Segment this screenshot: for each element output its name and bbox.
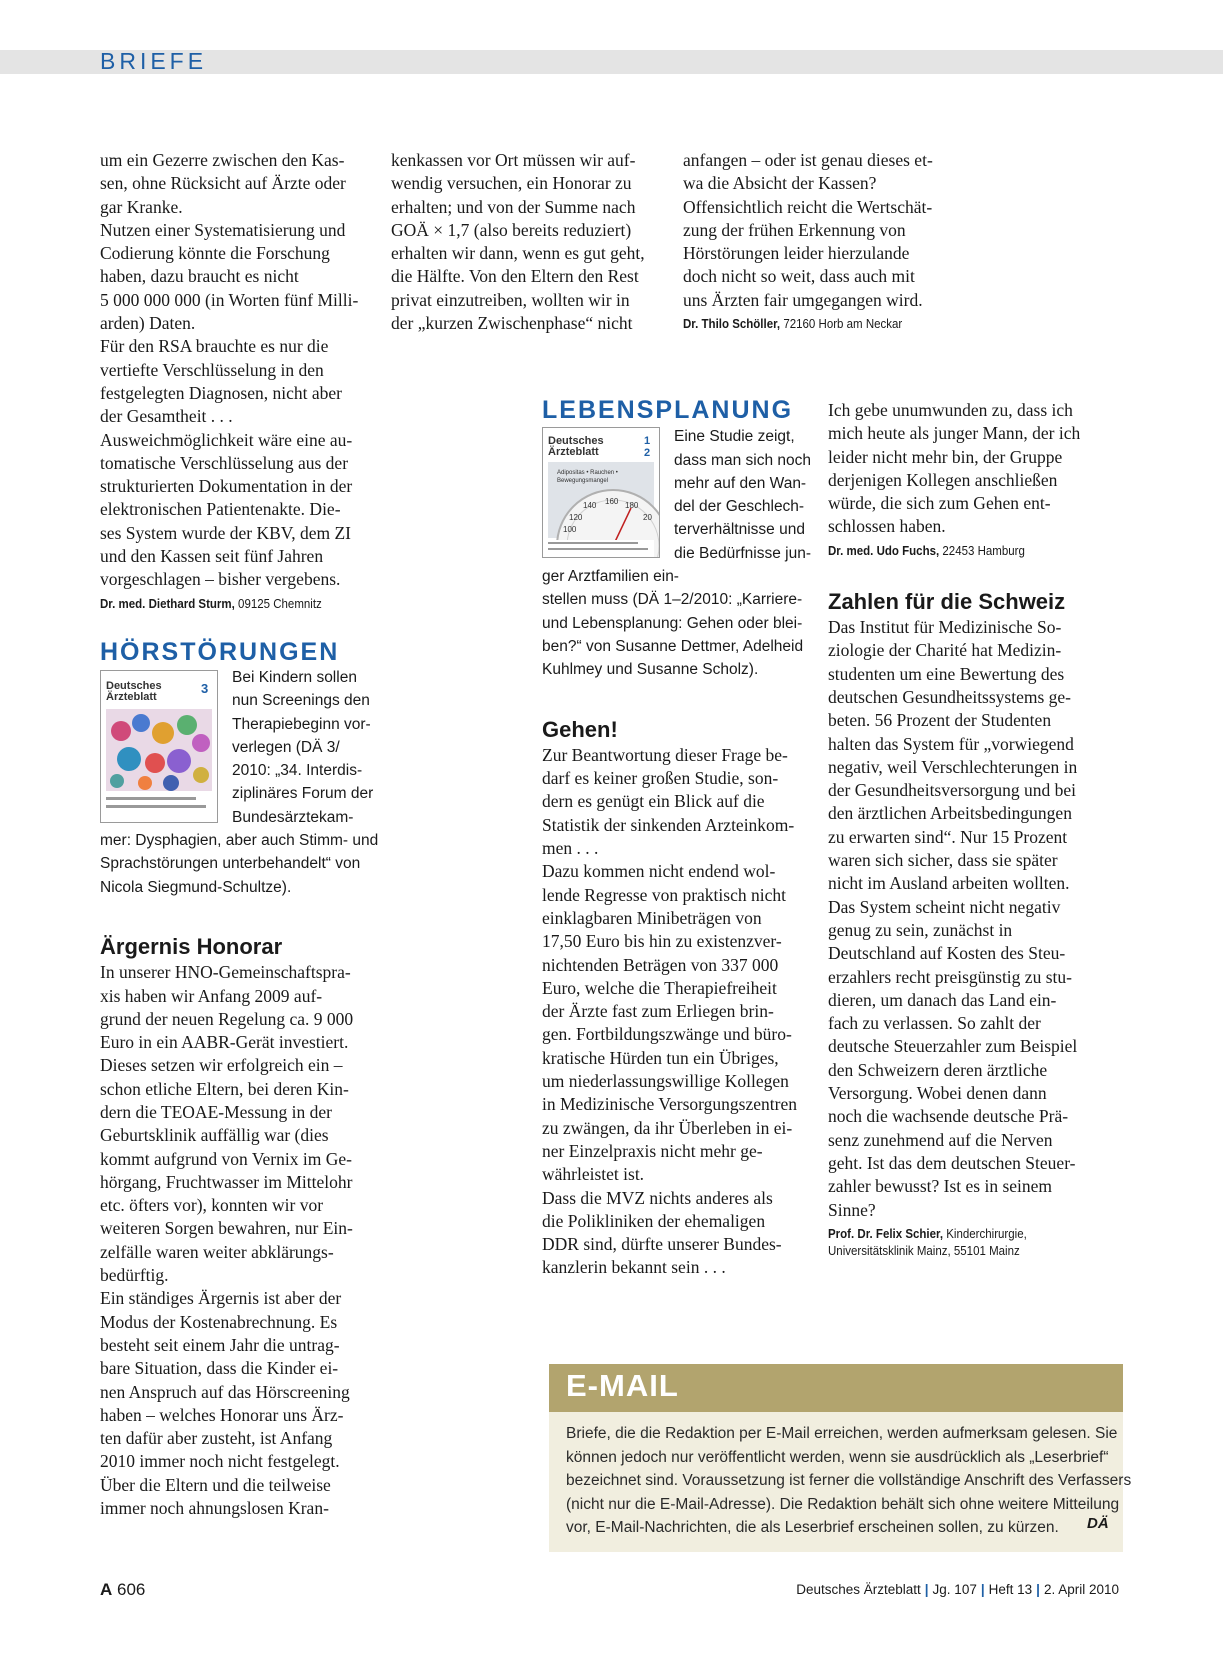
signature: Prof. Dr. Felix Schier, Kinderchirurgie, <box>828 1226 1027 1241</box>
text-line: kanzlerin bekannt sein . . . <box>542 1257 726 1278</box>
cover-text-1: Adipositas • Rauchen • <box>557 470 618 477</box>
cover-title-1: Deutsches <box>548 435 604 448</box>
scale-label: 20 <box>643 513 652 523</box>
text-line: In unserer HNO-Gemeinschaftspra- <box>100 962 351 983</box>
text-line: der Gesundheitsversorgung und bei <box>828 780 1077 801</box>
journal-cover-thumbnail <box>542 427 660 558</box>
text-line: die Bedürfnisse jun- <box>674 544 811 562</box>
page-prefix: A <box>100 1580 113 1599</box>
text-line: hörgang, Fruchtwasser im Mittelohr <box>100 1171 353 1192</box>
text-line: in Medizinische Versorgungszentren <box>542 1094 797 1115</box>
text-line: vertiefte Verschlüsselung in den <box>100 359 324 380</box>
text-line: stellen muss (DÄ 1–2/2010: „Karriere- <box>542 591 803 609</box>
text-line: ner Einzelpraxis nicht mehr ge- <box>542 1140 763 1161</box>
text-line: Sprachstörungen unterbehandelt“ von <box>100 855 361 873</box>
text-line: Kuhlmey und Susanne Scholz). <box>542 661 759 679</box>
footer-volume: Jg. 107 <box>932 1582 977 1597</box>
text-line: vor, E-Mail-Nachrichten, die als Leserbrief erscheinen sollen, zu kürzen. <box>566 1519 1059 1536</box>
text-line: mehr auf den Wan- <box>674 474 807 492</box>
text-line: Modus der Kostenabrechnung. Es <box>100 1311 338 1332</box>
text-line: der Ärzte fast zum Erliegen brin- <box>542 1001 774 1022</box>
text-line: gar Kranke. <box>100 196 183 217</box>
text-line: ziologie der Charité hat Medizin- <box>828 640 1062 661</box>
letter-text <box>828 616 1118 1222</box>
text-line: negativ, weil Verschlechterungen in <box>828 756 1078 777</box>
text-line: xis haben wir Anfang 2009 auf- <box>100 985 323 1006</box>
text-line: ger Arztfamilien ein- <box>542 568 679 586</box>
text-line: men . . . <box>542 838 599 859</box>
page-number-value: 606 <box>117 1580 146 1599</box>
text-line: festgelegten Diagnosen, nicht aber <box>100 382 342 403</box>
letter-text <box>100 961 380 1520</box>
text-line: Hörstörungen leider hierzulande <box>683 243 910 264</box>
text-line: um niederlassungswillige Kollegen <box>542 1071 789 1092</box>
text-line: mich heute als junger Mann, der ich <box>828 423 1081 444</box>
email-notice-signature: DÄ <box>1087 1515 1109 1532</box>
text-line: etc. öfters vor), konnten wir vor <box>100 1195 324 1216</box>
text-line: 17,50 Euro bis hin zu existenzver- <box>542 931 782 952</box>
text-line: weiteren Sorgen bewahren, nur Ein- <box>100 1218 353 1239</box>
text-line: und den Kassen seit fünf Jahren <box>100 546 324 567</box>
column-lebensplanung <box>542 396 822 1280</box>
text-line: währleistet ist. <box>542 1164 645 1185</box>
text-line: (nicht nur die E-Mail-Adresse). Die Redaktion behält sich ohne weitere Mitteilung <box>566 1495 1120 1513</box>
text-line: grund der neuen Regelung ca. 9 000 <box>100 1008 354 1029</box>
cover-title-2: Ärzteblatt <box>548 446 599 459</box>
text-line: die Polikliniken der ehemaligen <box>542 1210 766 1231</box>
text-line: nicht im Ausland arbeiten wollten. <box>828 873 1070 894</box>
text-line: tomatische Verschlüsselung aus der <box>100 452 349 473</box>
text-line: leider nicht mehr bin, der Gruppe <box>828 446 1063 467</box>
text-line: Statistik der sinkenden Arzteinkom- <box>542 814 795 835</box>
text-line: zelfälle waren weiter abklärungs- <box>100 1241 334 1262</box>
footer-issue: Heft 13 <box>988 1582 1033 1597</box>
journal-cover-thumbnail <box>100 670 218 823</box>
scale-label: 100 <box>563 525 577 535</box>
signature: Dr. med. Diethard Sturm, 09125 Chemnitz <box>100 596 322 611</box>
text-line: elektronischen Patientenakte. Die- <box>100 499 341 520</box>
section-title-lebensplanung: LEBENSPLANUNG <box>542 396 794 424</box>
signature: Dr. med. Udo Fuchs, 22453 Hamburg <box>828 543 1025 558</box>
subhead-gehen: Gehen! <box>542 716 618 742</box>
text-line: vorgeschlagen – bisher vergebens. <box>100 569 341 590</box>
text-line: dass man sich noch <box>674 451 811 469</box>
text-line: zahler bewusst? Ist es in seinem <box>828 1176 1053 1197</box>
footer-date: 2. April 2010 <box>1043 1582 1119 1597</box>
text-line: bezeichnet sind. Voraussetzung ist ferner die vollständige Anschrift des Verfassers <box>566 1472 1132 1489</box>
text-line: schlossen haben. <box>828 516 946 537</box>
text-line: Deutschland auf Kosten des Steu- <box>828 943 1066 964</box>
text-line: DDR sind, dürfte unserer Bundes- <box>542 1234 782 1255</box>
text-line: den Schweizern deren ärztliche <box>828 1059 1048 1080</box>
text-line: ziplinäres Forum der <box>232 785 374 803</box>
text-line: Über die Eltern und die teilweise <box>100 1474 331 1495</box>
text-line: die Hälfte. Von den Eltern den Rest <box>391 266 639 287</box>
text-line: der „kurzen Zwischenphase“ nicht <box>391 313 633 334</box>
text-line: kratische Hürden tun ein Übriges, <box>542 1047 779 1068</box>
text-line: wa die Absicht der Kassen? <box>683 173 877 194</box>
email-notice-title: E-MAIL <box>566 1368 679 1403</box>
text-line: erhalten; und von der Summe nach <box>391 196 636 217</box>
text-line: ses System wurde der KBV, dem ZI <box>100 522 351 543</box>
text-line: haben, dazu braucht es nicht <box>100 266 299 287</box>
text-line: halten das System für „vorwiegend <box>828 733 1074 754</box>
text-line: noch die wachsende deutsche Prä- <box>828 1106 1069 1127</box>
text-line: nen Anspruch auf das Hörscreening <box>100 1381 350 1402</box>
text-line: Dass die MVZ nichts anderes als <box>542 1187 773 1208</box>
text-line: den ärztlichen Arbeitsbedingungen <box>828 803 1072 824</box>
text-line: gen. Fortbildungszwänge und büro- <box>542 1024 792 1045</box>
text-line: ben?“ von Susanne Dettmer, Adelheid <box>542 637 804 655</box>
journal-cover-image <box>101 671 217 822</box>
text-line: 5 000 000 000 (in Worten fünf Milli- <box>100 289 359 310</box>
text-line: Versorgung. Wobei denen dann <box>828 1083 1047 1104</box>
section-label: BRIEFE <box>100 48 208 74</box>
cover-issue-2: 2 <box>644 447 651 460</box>
text-line: uns Ärzten fair umgegangen wird. <box>683 289 923 310</box>
scale-label: 120 <box>569 513 583 523</box>
text-line: kenkassen vor Ort müssen wir auf- <box>391 150 636 170</box>
text-line: lende Regresse von praktisch nicht <box>542 884 786 905</box>
letter-text <box>391 149 676 335</box>
text-line: erzahlers recht preisgünstig zu stu- <box>828 966 1072 987</box>
text-line: einklagbaren Minibeträgen von <box>542 907 762 928</box>
text-line: und Lebensplanung: Gehen oder blei- <box>542 614 803 632</box>
footer-journal: Deutsches Ärzteblatt <box>796 1582 921 1597</box>
text-line: der Gesamtheit . . . <box>100 406 233 427</box>
text-line: studenten um eine Bewertung des <box>828 663 1065 684</box>
cover-issue-1: 1 <box>644 435 651 448</box>
text-line: beten. 56 Prozent der Studenten <box>828 710 1052 731</box>
signature-affiliation: Universitätsklinik Mainz, 55101 Mainz <box>828 1243 1020 1258</box>
text-line: anfangen – oder ist genau dieses et- <box>683 150 933 170</box>
footer-citation: Deutsches Ärzteblatt | Jg. 107 | Heft 13 | 2. April 2010 <box>796 1582 1119 1597</box>
text-line: Für den RSA brauchte es nur die <box>100 336 329 357</box>
text-line: nichtenden Beträgen von 337 000 <box>542 954 779 975</box>
text-line: würde, die sich zum Gehen ent- <box>828 493 1051 514</box>
text-line: nun Screenings den <box>232 692 370 710</box>
text-line: schon etliche Eltern, bei deren Kin- <box>100 1078 349 1099</box>
text-line: bedürftig. <box>100 1265 169 1286</box>
text-line: Nutzen einer Systematisierung und <box>100 219 346 240</box>
page-number <box>100 1580 145 1600</box>
text-line: privat einzutreiben, wollten wir in <box>391 289 630 310</box>
column-1 <box>100 149 380 1520</box>
text-line: kommt aufgrund von Vernix im Ge- <box>100 1148 352 1169</box>
text-line: haben – welches Honorar uns Ärz- <box>100 1404 344 1425</box>
text-line: Das Institut für Medizinische So- <box>828 617 1062 638</box>
teaser-lebensplanung <box>542 425 822 681</box>
text-line: Ein ständiges Ärgernis ist aber der <box>100 1288 342 1309</box>
text-line: können jedoch nur veröffentlicht werden, wenn sie ausdrücklich als „Leserbrief“ <box>566 1448 1109 1466</box>
text-line: senz zunehmend auf die Nerven <box>828 1129 1053 1150</box>
text-line: Ich gebe unumwunden zu, dass ich <box>828 400 1073 420</box>
text-line: verlegen (DÄ 3/ <box>232 738 340 756</box>
text-line: terverhältnisse und <box>674 521 805 539</box>
teaser-hoerstoerungen <box>100 666 380 899</box>
text-line: geht. Ist das dem deutschen Steuer- <box>828 1152 1076 1173</box>
text-line: um ein Gezerre zwischen den Kas- <box>100 150 345 170</box>
email-notice-text <box>566 1422 1132 1540</box>
text-line: darf es keiner großen Studie, son- <box>542 768 779 789</box>
text-line: Dieses setzen wir erfolgreich ein – <box>100 1055 343 1076</box>
text-line: bare Situation, dass die Kinder ei- <box>100 1358 339 1379</box>
text-line: doch nicht so weit, dass auch mit <box>683 266 915 287</box>
letter-text <box>100 149 380 592</box>
text-line: dern die TEOAE-Messung in der <box>100 1101 332 1122</box>
text-line: Geburtsklinik auffällig war (dies <box>100 1125 329 1146</box>
cover-title-1: Deutsches <box>106 679 162 692</box>
subhead-aergernis-honorar: Ärgernis Honorar <box>100 933 283 959</box>
cover-issue: 3 <box>201 680 209 696</box>
text-line: Codierung könnte die Forschung <box>100 243 330 264</box>
text-line: Therapiebeginn vor- <box>232 715 371 733</box>
text-line: sen, ohne Rücksicht auf Ärzte oder <box>100 173 346 194</box>
text-line: immer noch ahnungslosen Kran- <box>100 1498 329 1519</box>
subhead-zahlen-schweiz: Zahlen für die Schweiz <box>828 588 1066 614</box>
section-title-hoerstoerungen: HÖRSTÖRUNGEN <box>100 637 340 666</box>
signature: Dr. Thilo Schöller, 72160 Horb am Neckar <box>683 317 903 332</box>
text-line: strukturierten Dokumentation in der <box>100 476 353 497</box>
text-line: zu zwängen, da ihr Überleben in ei- <box>542 1117 793 1138</box>
text-line: arden) Daten. <box>100 313 196 334</box>
scale-label: 140 <box>583 501 597 511</box>
text-line: Dazu kommen nicht endend wol- <box>542 861 776 882</box>
text-line: derjenigen Kollegen anschließen <box>828 469 1058 490</box>
text-line: Bei Kindern sollen <box>232 668 357 686</box>
column-right <box>828 399 1118 1260</box>
letter-text <box>542 744 822 1280</box>
text-line: ten dafür aber zusteht, ist Anfang <box>100 1428 333 1449</box>
text-line: Briefe, die die Redaktion per E-Mail erreichen, werden aufmerksam gelesen. Sie <box>566 1425 1118 1442</box>
text-line: Bundesärztekam- <box>232 808 354 826</box>
text-line: 2010: „34. Interdis- <box>232 762 363 780</box>
text-line: besteht seit einem Jahr die untrag- <box>100 1334 340 1355</box>
text-line: zung der frühen Erkennung von <box>683 219 906 240</box>
text-line: fach zu verlassen. So zahlt der <box>828 1013 1041 1034</box>
text-line: Sinne? <box>828 1199 876 1220</box>
cover-title-2: Ärzteblatt <box>106 690 157 703</box>
text-line: deutschen Gesundheitssystems ge- <box>828 686 1072 707</box>
text-line: Euro, welche die Therapiefreiheit <box>542 977 777 998</box>
text-line: Euro in ein AABR-Gerät investiert. <box>100 1032 349 1053</box>
text-line: del der Geschlech- <box>674 498 805 516</box>
text-line: mer: Dysphagien, aber auch Stimm- und <box>100 832 379 850</box>
text-line: Ausweichmöglichkeit wäre eine au- <box>100 429 353 450</box>
text-line: Das System scheint nicht negativ <box>828 896 1061 917</box>
text-line: erhalten wir dann, wenn es gut geht, <box>391 243 645 264</box>
text-line: Nicola Siegmund-Schultze). <box>100 878 292 896</box>
text-line: Zur Beantwortung dieser Frage be- <box>542 744 788 765</box>
text-line: dern es genügt ein Blick auf die <box>542 791 765 812</box>
text-line: dieren, um danach das Land ein- <box>828 989 1057 1010</box>
text-line: genug zu sein, zunächst in <box>828 919 1013 940</box>
text-line: GOÄ × 1,7 (also bereits reduziert) <box>391 219 632 240</box>
column-3 <box>683 149 973 333</box>
scale-label: 160 <box>605 497 619 507</box>
text-line: Offensichtlich reicht die Wertschät- <box>683 196 933 217</box>
column-2 <box>391 149 676 335</box>
journal-cover-image <box>543 428 659 557</box>
text-line: wendig versuchen, ein Honorar zu <box>391 173 632 194</box>
text-line: deutsche Steuerzahler zum Beispiel <box>828 1036 1078 1057</box>
text-line: Eine Studie zeigt, <box>674 428 795 446</box>
letter-text <box>683 149 973 312</box>
letter-text <box>828 399 1118 539</box>
text-line: zu erwarten sind“. Nur 15 Prozent <box>828 826 1068 847</box>
cover-text-2: Bewegungsmangel <box>557 478 609 485</box>
text-line: waren sich sicher, dass sie später <box>828 850 1058 871</box>
scale-label: 180 <box>625 501 639 511</box>
text-line: 2010 immer noch nicht festgelegt. <box>100 1451 340 1472</box>
